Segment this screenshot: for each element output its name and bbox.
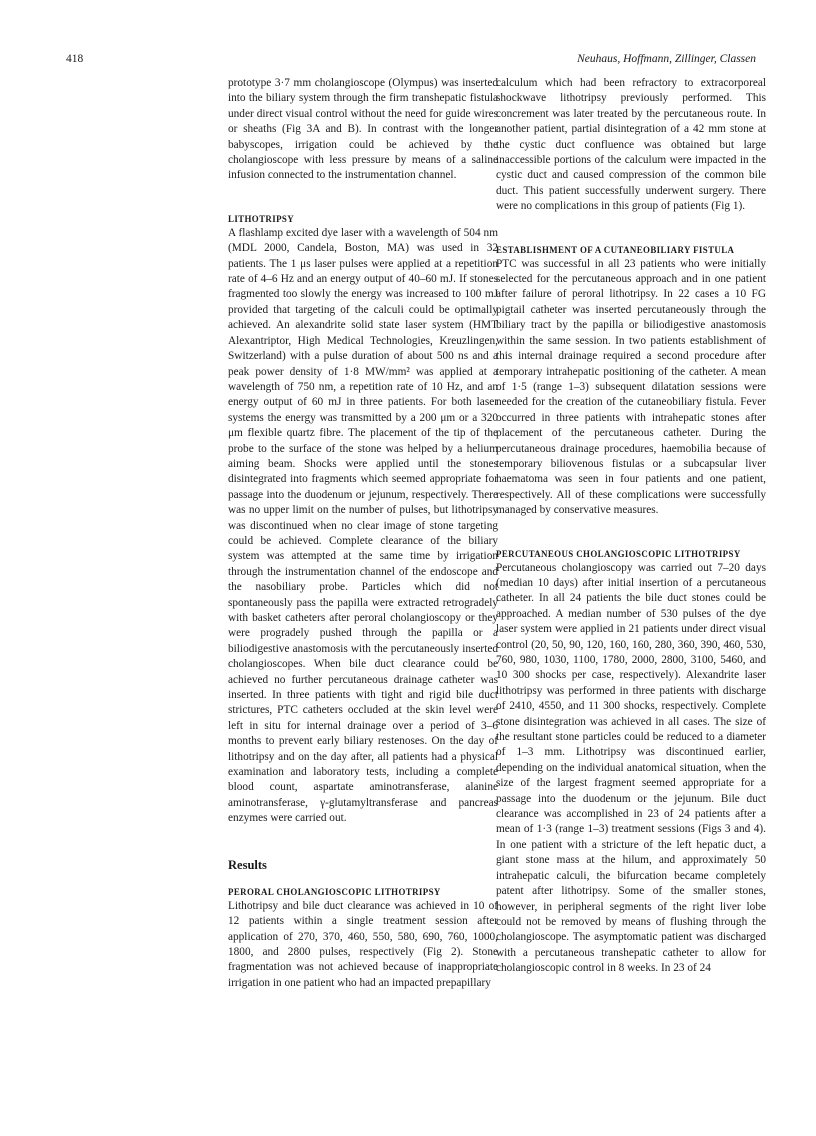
fistula-heading: ESTABLISHMENT OF A CUTANEOBILIARY FISTULA bbox=[496, 244, 735, 255]
left-column bbox=[228, 76, 498, 991]
percutaneous-lithotripsy-heading: PERCUTANEOUS CHOLANGIOSCOPIC LITHOTRIPSY bbox=[496, 548, 741, 559]
lithotripsy-paragraph: A flashlamp excited dye laser with a wavelength of 504 nm (MDL 2000, Candela, Boston, MA) was used in 32 patients. The 1 μs laser pulses were applied at a repetition rate of 4–6 Hz and an energy output of 40–60 mJ. If stones fragmented too slowly the energy was increased to 100 mJ provided that targeting of the calculi could be optimally achieved. An alexandrite solid state laser system (HMT Alexantriptor, High Medical Technologies, Kreuzlingen, Switzerland) with a pulse duration of about 500 ns and a peak power density of 1·8 MW/mm² was applied at a wavelength of 750 nm, a repetition rate of 10 Hz, and an energy output of 60 mJ in three patients. For both laser systems the energy was transmitted by a 200 μm or a 320 μm flexible quartz fibre. The placement of the tip of the probe to the surface of the stone was helped by a helium aiming beam. Shocks were applied until the stones disintegrated into fragments which seemed appropriate for passage into the duodenum or jejunum, respectively. There was no upper limit on the number of pulses, but lithotripsy was discontinued when no clear image of stone targeting could be achieved. Complete clearance of the biliary system was attempted at the same time by irrigation through the instrumentation channel of the endoscope and the nasobiliary probe. Particles which did not spontaneously pass the papilla were extracted retrogradely with basket catheters after peroral cholangioscopy or they were progradely pushed through the papilla or a biliodigestive anastomosis with the percutaneously inserted cholangioscopes. When bile duct clearance could be achieved no further percutaneous drainage catheter was inserted. In three patients with tight and rigid bile duct strictures, PTC catheters occluded at the skin level were left in situ for internal drainage over a period of 3–6 months to prevent early biliary restenoses. On the day of lithotripsy and on the day after, all patients had a physical examination and laboratory tests, including a complete blood count, aspartate aminotransferase, alanine aminotransferase, γ-glutamyltransferase and pancreas enzymes were carried out. bbox=[228, 226, 498, 825]
continuation-paragraph: calculum which had been refractory to extracorporeal shockwave lithotripsy previously performed. This concrement was later treated by the percutaneous route. In another patient, partial disintegration of a 42 mm stone at the cystic duct confluence was obtained but large inaccessible portions of the calculum were impacted in the cystic duct and caused compression of the common bile duct. This patient successfully underwent surgery. There were no complications in this group of patients (Fig 1). bbox=[496, 77, 766, 213]
results-heading: Results bbox=[228, 857, 267, 872]
percutaneous-lithotripsy-paragraph: Percutaneous cholangioscopy was carried out 7–20 days (median 10 days) after initial insertion of a percutaneous catheter. In all 24 patients the bile duct stones could be approached. A median number of 530 pulses of the dye laser system were applied in 21 patients under direct visual control (20, 50, 90, 120, 160, 160, 280, 360, 390, 460, 530, 760, 980, 1030, 1100, 1780, 2000, 2800, 3100, 5460, and 10 300 shocks per case, respectively). Alexandrite laser lithotripsy was performed in three patients with discharge of 2410, 4550, and 11 300 shocks, respectively. Complete stone disintegration was achieved in all cases. The size of the resultant stone particles could be reduced to a diameter of 1–3 mm. Lithotripsy was discontinued earlier, depending on the individual anatomical situation, when the size of the largest fragment seemed appropriate for a passage into the duodenum or the jejunum. Bile duct clearance was accomplished in 23 of 24 patients after a mean of 1·3 (range 1–3) treatment sessions (Figs 3 and 4). In one patient with a stricture of the left hepatic duct, a giant stone mass at the hilum, and approximately 50 intrahepatic calculi, the bifurcation became completely patent after lithotripsy. Some of the smaller stones, however, in peripheral segments of the right liver lobe could not be removed by means of flushing through the cholangioscope. The asymptomatic patient was discharged with a percutaneous transhepatic catheter to allow for cholangioscopic control in 8 weeks. In 23 of 24 bbox=[496, 561, 766, 975]
fistula-paragraph: PTC was successful in all 23 patients who were initially selected for the percutaneous approach and in one patient after failure of peroral lithotripsy. In 22 cases a 10 FG pigtail catheter was inserted percutaneously through the biliary tract by the papilla or biliodigestive anastomosis within the same session. In two patients establishment of this internal drainage required a second procedure after temporary intrahepatic positioning of the catheter. A mean of 1·5 (range 1–3) subsequent dilatation sessions were needed for the creation of the cutaneobiliary fistula. Fever occurred in three patients with intrahepatic stones after placement of the percutaneous catheter. During the percutaneous drainage procedures, haemobilia because of temporary biliovenous fistulas or a subcapsular liver haematoma was seen in four patients and one patient, respectively. All of these complications were successfully managed by conservative measures. bbox=[496, 257, 766, 517]
lithotripsy-heading: LITHOTRIPSY bbox=[228, 213, 295, 224]
right-column bbox=[496, 76, 766, 977]
peroral-lithotripsy-paragraph: Lithotripsy and bile duct clearance was achieved in 10 of 12 patients within a single treatment session after application of 270, 370, 460, 550, 580, 690, 760, 1000, 1800, and 2800 pulses, respectively (Fig 2). Stone fragmentation was not achieved because of inappropriate irrigation in one patient who had an impacted prepapillary bbox=[228, 899, 498, 989]
running-header-authors: Neuhaus, Hoffmann, Zillinger, Classen bbox=[577, 53, 756, 65]
page-number: 418 bbox=[66, 53, 84, 65]
peroral-lithotripsy-heading: PERORAL CHOLANGIOSCOPIC LITHOTRIPSY bbox=[228, 886, 441, 897]
intro-paragraph: prototype 3·7 mm cholangioscope (Olympus) was inserted into the biliary system through the firm transhepatic fistula under direct visual control without the need for guide wires or sheaths (Fig 3A and B). In contrast with the longer babyscopes, irrigation could be achieved by the cholangioscope with less pressure by means of a saline infusion connected to the instrumentation channel. bbox=[228, 77, 498, 182]
